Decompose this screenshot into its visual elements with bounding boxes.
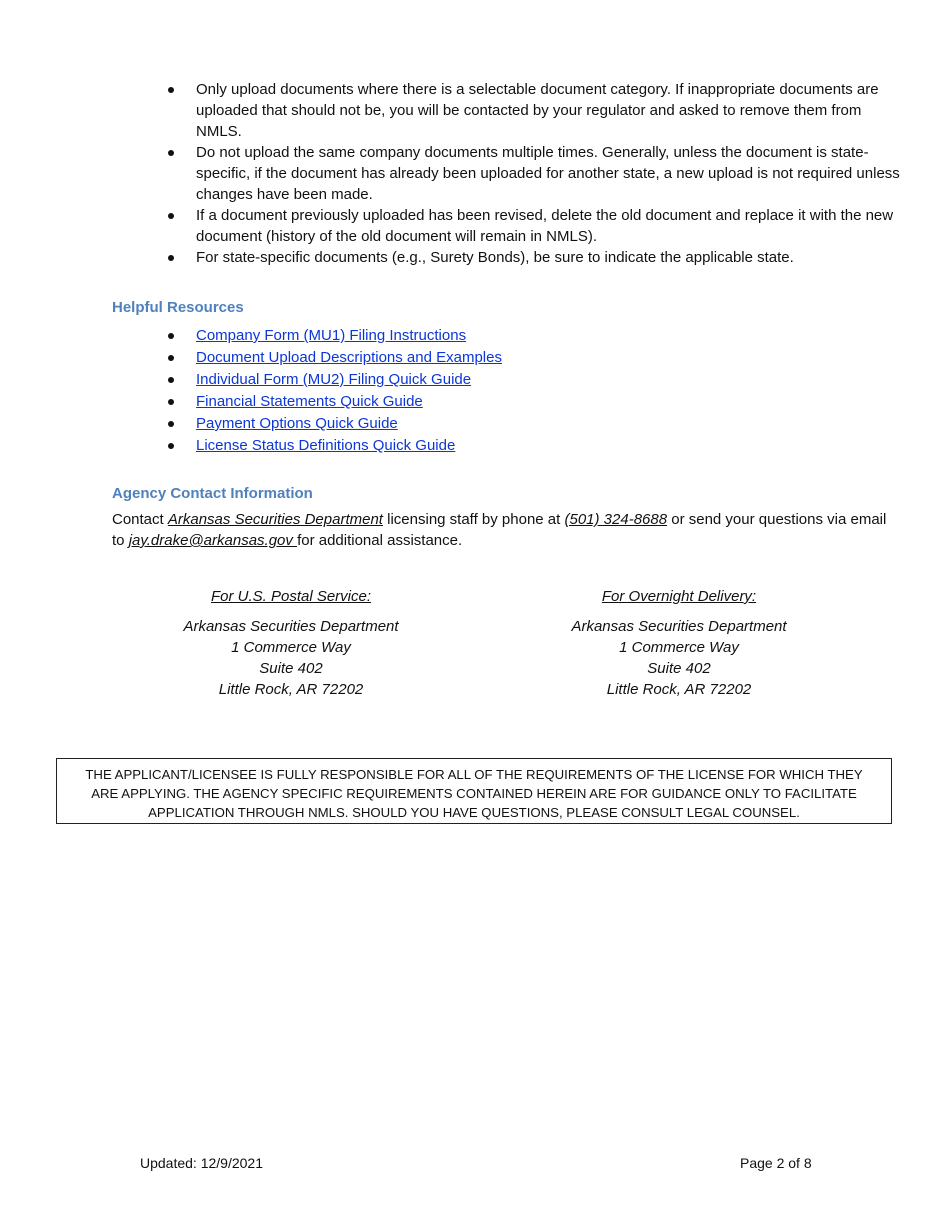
address-line: Little Rock, AR 72202 xyxy=(218,681,364,698)
guideline-text: If a document previously uploaded has been revised, delete the old document and replace it with the new document (history of the old document will remain in NMLS). xyxy=(196,207,894,245)
resource-link-payment-options[interactable]: Payment Options Quick Guide xyxy=(196,415,398,432)
resource-link-mu2-guide[interactable]: Individual Form (MU2) Filing Quick Guide xyxy=(196,371,472,388)
postal-address-block xyxy=(141,586,441,700)
page-number: Page 2 of 8 xyxy=(740,1155,812,1171)
list-item xyxy=(112,435,902,457)
contact-middle-text-2: or send your questions via email to xyxy=(112,511,887,549)
contact-prefix: Contact xyxy=(112,511,168,528)
address-line: Little Rock, AR 72202 xyxy=(606,681,752,698)
guideline-text: For state-specific documents (e.g., Surety Bonds), be sure to indicate the applicable state. xyxy=(196,249,794,266)
bullet-icon xyxy=(168,150,174,156)
list-item xyxy=(112,79,902,142)
resource-link-mu1-instructions[interactable]: Company Form (MU1) Filing Instructions xyxy=(196,327,467,344)
address-line: 1 Commerce Way xyxy=(619,639,739,656)
bullet-icon xyxy=(168,421,174,427)
agency-phone: (501) 324-8688 xyxy=(564,511,668,528)
address-line: Suite 402 xyxy=(647,660,711,677)
agency-contact-heading: Agency Contact Information xyxy=(112,485,313,502)
contact-middle-text: licensing staff by phone at xyxy=(382,511,565,528)
resource-link-document-upload[interactable]: Document Upload Descriptions and Examples xyxy=(196,349,502,366)
helpful-resources-list xyxy=(112,325,902,457)
address-line: Arkansas Securities Department xyxy=(183,618,399,635)
list-item xyxy=(112,413,902,435)
overnight-address-block xyxy=(529,586,829,700)
contact-suffix: for additional assistance. xyxy=(297,532,463,549)
guideline-text: Only upload documents where there is a selectable document category. If inappropriate documents are uploaded that should not be, you will be contacted by your regulator and asked to remove them from NMLS. xyxy=(196,81,879,140)
address-line: Arkansas Securities Department xyxy=(571,618,787,635)
bullet-icon xyxy=(168,399,174,405)
address-line: 1 Commerce Way xyxy=(231,639,351,656)
list-item xyxy=(112,391,902,413)
resource-link-financial-statements[interactable]: Financial Statements Quick Guide xyxy=(196,393,423,410)
overnight-address-title: For Overnight Delivery: xyxy=(601,588,757,605)
helpful-resources-heading: Helpful Resources xyxy=(112,299,244,316)
list-item xyxy=(112,325,902,347)
resource-link-license-status[interactable]: License Status Definitions Quick Guide xyxy=(196,437,456,454)
bullet-icon xyxy=(168,333,174,339)
agency-email[interactable]: jay.drake@arkansas.gov xyxy=(128,532,298,549)
disclaimer-box: THE APPLICANT/LICENSEE IS FULLY RESPONSIBLE FOR ALL OF THE REQUIREMENTS OF THE LICENSE FOR WHICH THEY ARE APPLYING. THE AGENCY SPECIFIC REQUIREMENTS CONTAINED HEREIN ARE FOR GUIDANCE ONLY TO FACILITATE APPLICATION THROUGH NMLS. SHOULD YOU HAVE QUESTIONS, PLEASE CONSULT LEGAL COUNSEL. xyxy=(56,758,892,824)
list-item xyxy=(112,247,902,268)
list-item xyxy=(112,369,902,391)
list-item xyxy=(112,142,902,205)
agency-name: Arkansas Securities Department xyxy=(167,511,383,528)
address-line: Suite 402 xyxy=(259,660,323,677)
updated-date: Updated: 12/9/2021 xyxy=(140,1155,263,1171)
list-item xyxy=(112,205,902,247)
guideline-text: Do not upload the same company documents multiple times. Generally, unless the document is state-specific, if the document has already been uploaded for another state, a new upload is not required unless changes have been made. xyxy=(196,144,900,203)
postal-address-title: For U.S. Postal Service: xyxy=(210,588,372,605)
bullet-icon xyxy=(168,443,174,449)
agency-contact-paragraph xyxy=(112,509,892,551)
bullet-icon xyxy=(168,255,174,261)
list-item xyxy=(112,347,902,369)
bullet-icon xyxy=(168,377,174,383)
upload-guidelines-list xyxy=(112,79,902,268)
bullet-icon xyxy=(168,87,174,93)
bullet-icon xyxy=(168,213,174,219)
bullet-icon xyxy=(168,355,174,361)
